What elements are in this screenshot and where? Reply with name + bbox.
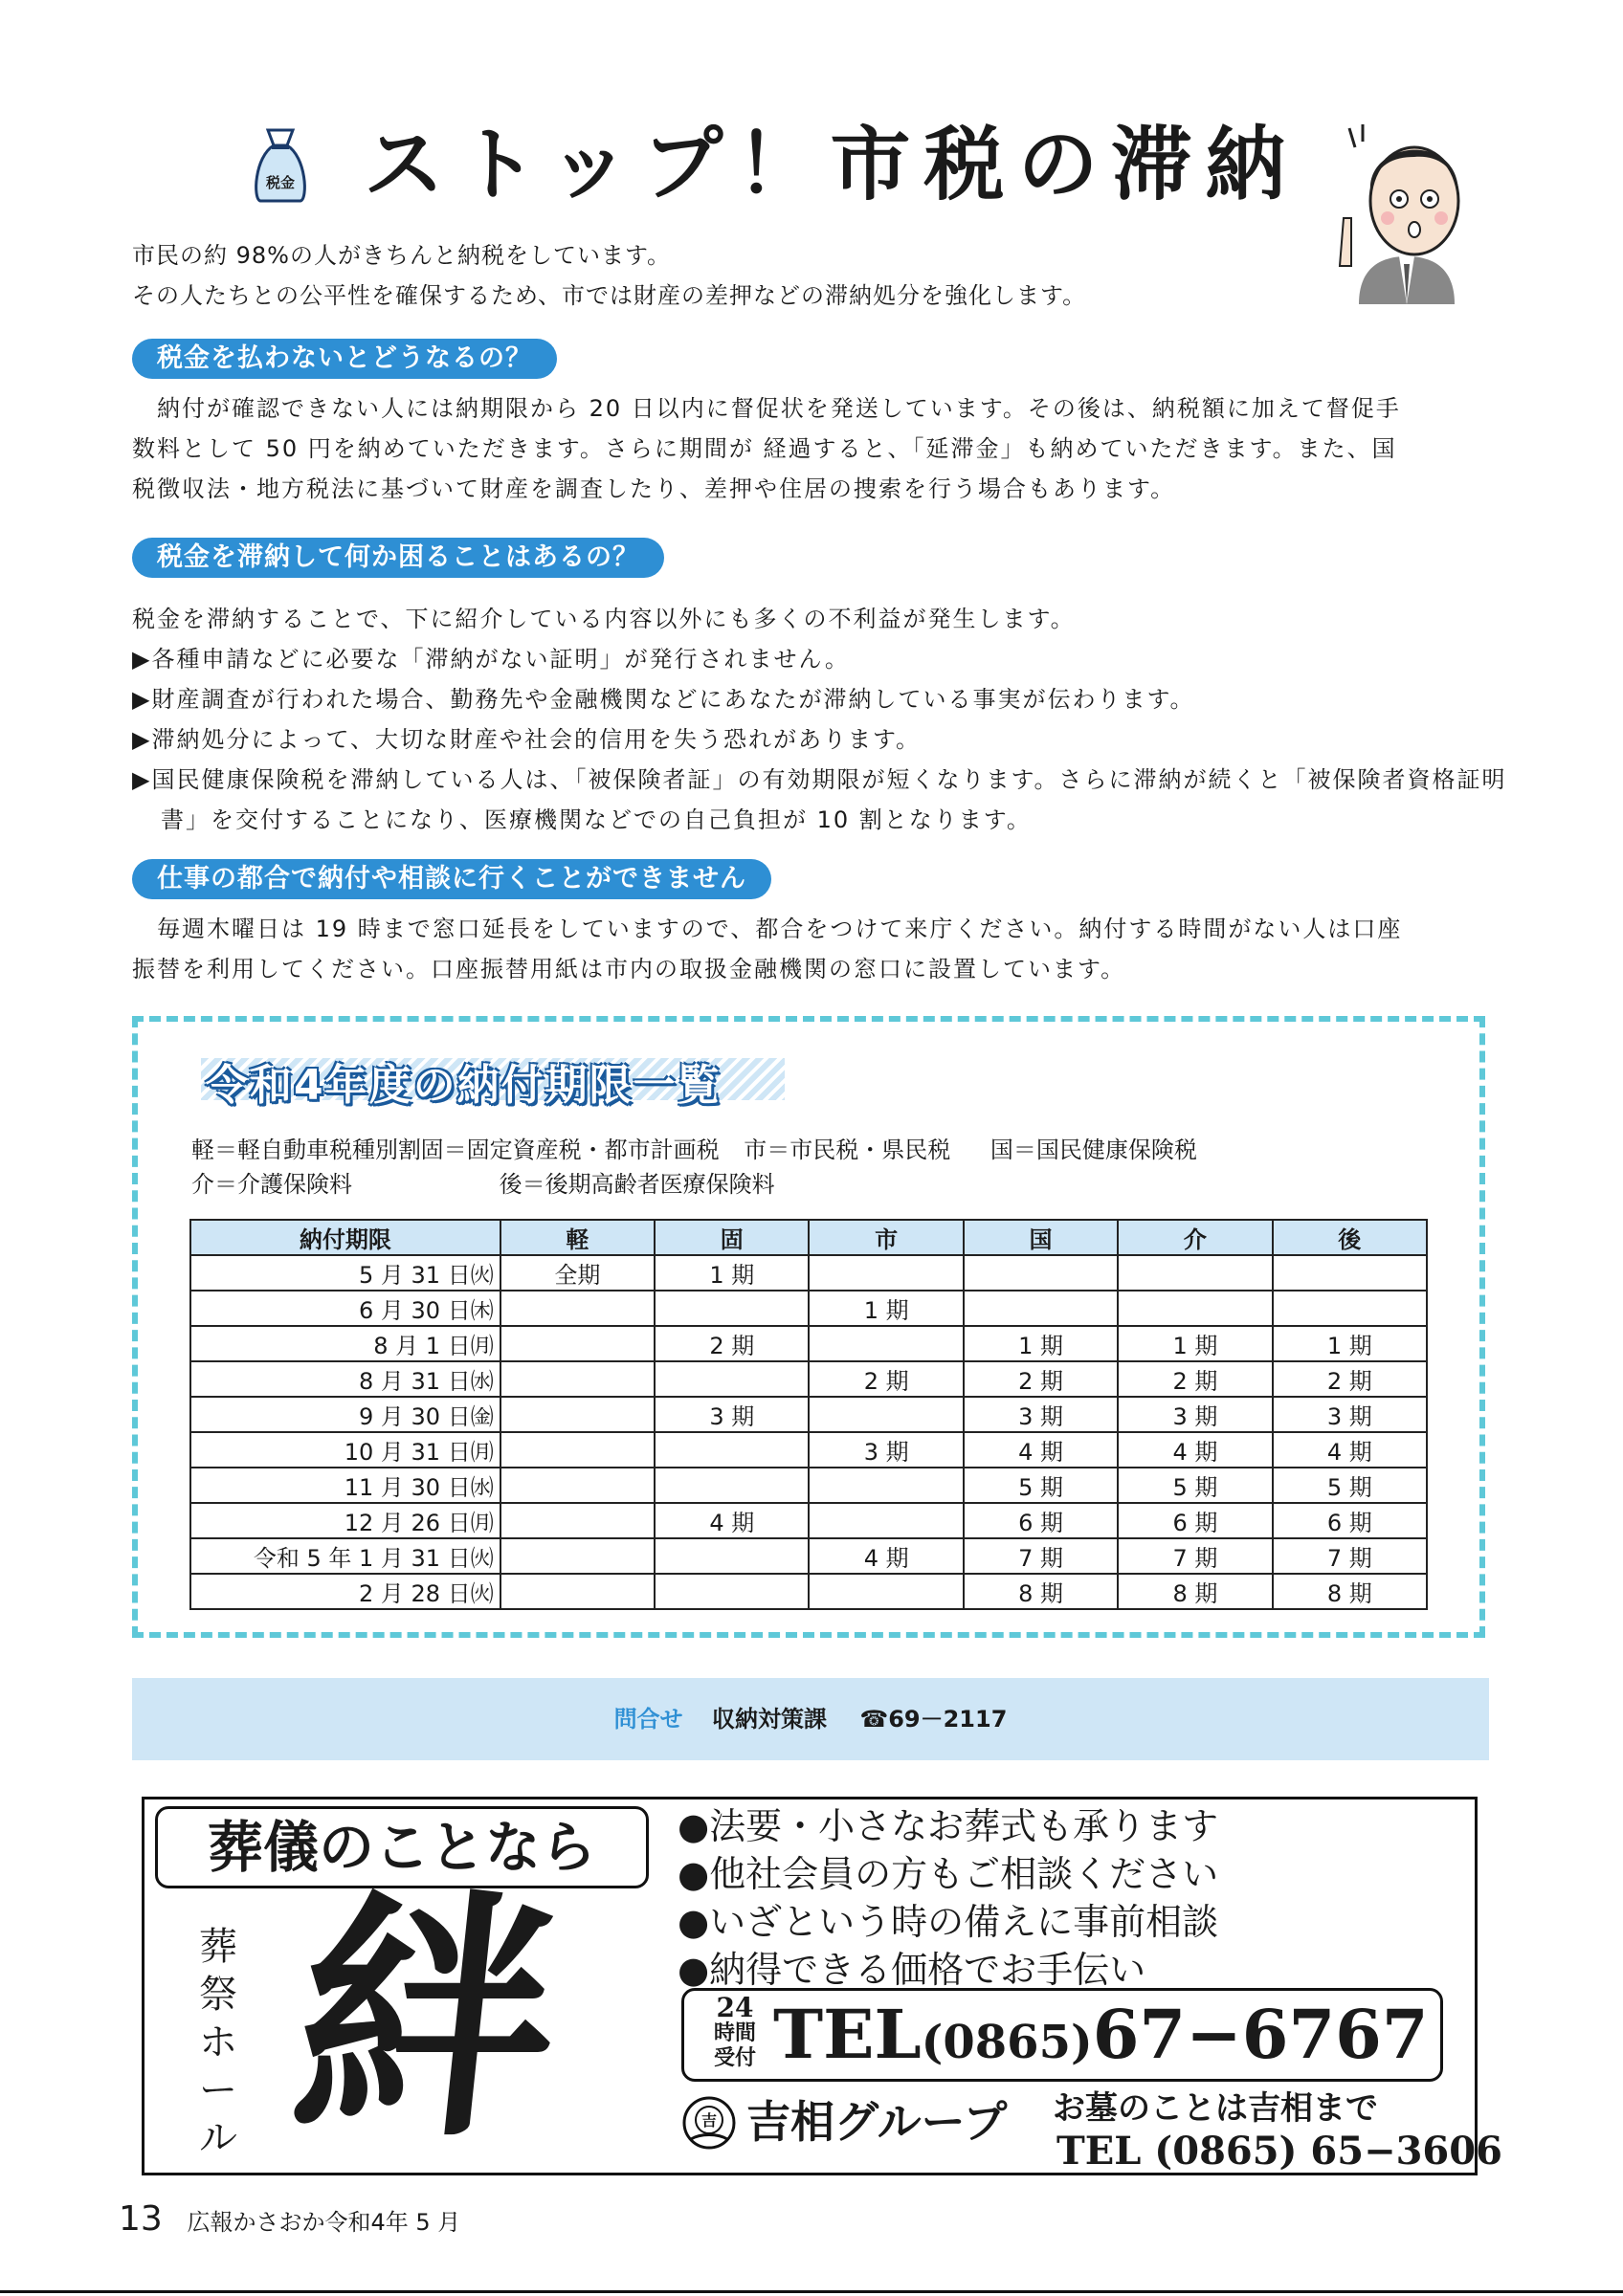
period-cell: 6 期 (1118, 1503, 1272, 1538)
period-cell (1118, 1255, 1272, 1291)
period-cell (809, 1574, 963, 1609)
period-cell: 7 期 (1118, 1538, 1272, 1574)
schedule-legend (191, 1133, 1197, 1202)
table-header-row (190, 1220, 1427, 1255)
deadline-cell: 11 月 30 日㈬ (190, 1468, 500, 1503)
period-cell: 3 期 (1273, 1397, 1427, 1432)
ad-tel-number: TEL(0865)67−6767 (773, 1995, 1429, 2074)
period-cell: 4 期 (655, 1503, 809, 1538)
period-cell: 4 期 (1273, 1432, 1427, 1468)
period-cell: 5 期 (964, 1468, 1118, 1503)
list-item: ▶国民健康保険税を滞納している人は、「被保険者証」の有効期限が短くなります。さらに滞納が続くと「被保険者資格証明書」を交付することになり、医療機関などでの自己負担が 10 割となります。 (132, 766, 1507, 833)
col-header-go: 後 (1273, 1220, 1427, 1255)
ad-group-name: 吉相グループ (746, 2096, 1008, 2148)
period-cell: 7 期 (964, 1538, 1118, 1574)
period-cell: 8 期 (1273, 1574, 1427, 1609)
table-row (190, 1503, 1427, 1538)
legend-koku: 国＝国民健康保険税 (989, 1137, 1197, 1163)
deadline-cell: 5 月 31 日㈫ (190, 1255, 500, 1291)
table-row (190, 1574, 1427, 1609)
period-cell (1118, 1291, 1272, 1326)
ad-grave-text: お墓のことは吉相まで (1053, 2089, 1378, 2128)
period-cell: 8 期 (1118, 1574, 1272, 1609)
period-cell: 6 期 (1273, 1503, 1427, 1538)
list-item: ▶各種申請などに必要な「滞納がない証明」が発行されません。 (132, 646, 850, 673)
col-header-ko: 固 (655, 1220, 809, 1255)
section-heading-unpaid: 税金を払わないとどうなるの？ (132, 339, 557, 379)
period-cell (655, 1468, 809, 1503)
ad-24hour-badge: 24 時間 受付 (713, 1992, 756, 2070)
publication-name: 広報かさおか令和4年 5 月 (187, 2209, 461, 2236)
ad-big-character: 絆 (280, 1866, 571, 2171)
period-cell (809, 1397, 963, 1432)
period-cell: 全期 (500, 1255, 655, 1291)
period-cell: 1 期 (1118, 1326, 1272, 1361)
ad-points (678, 1802, 1218, 1994)
footer (119, 2200, 460, 2241)
col-header-kei: 軽 (500, 1220, 655, 1255)
period-cell: 5 期 (1118, 1468, 1272, 1503)
period-cell (500, 1291, 655, 1326)
period-cell: 4 期 (964, 1432, 1118, 1468)
legend-go: 後＝後期高齢者医療保険料 (499, 1171, 775, 1198)
section-heading-consequences: 税金を滞納して何か困ることはあるの？ (132, 538, 664, 578)
table-row (190, 1432, 1427, 1468)
payment-schedule-table (189, 1219, 1428, 1610)
money-bag-icon (251, 124, 310, 205)
table-row (190, 1326, 1427, 1361)
period-cell (500, 1538, 655, 1574)
svg-text:吉: 吉 (700, 2111, 718, 2130)
table-row (190, 1538, 1427, 1574)
period-cell (500, 1326, 655, 1361)
contact-bar (132, 1678, 1489, 1760)
table-row (190, 1397, 1427, 1432)
period-cell (809, 1468, 963, 1503)
period-cell (500, 1468, 655, 1503)
period-cell: 7 期 (1273, 1538, 1427, 1574)
deadline-cell: 12 月 26 日㈪ (190, 1503, 500, 1538)
ad-headline: 葬儀のことなら (155, 1806, 649, 1888)
period-cell (500, 1397, 655, 1432)
deadline-cell: 9 月 30 日㈮ (190, 1397, 500, 1432)
period-cell (809, 1326, 963, 1361)
section-body-consequences: 税金を滞納することで、下に紹介している内容以外にも多くの不利益が発生します。 ▶各種申請などに必要な「滞納がない証明」が発行されません。 ▶財産調査が行われた場合、勤務先や金融機関などにあなたが滞納している事実が伝わります。 ▶滞納処分によって、大切な財産や社会的信用を失う恐れがあります。 ▶国民健康保険税を滞納している人は、「被保険者証」の有効期限が短くなります。さらに滞納が続くと「被保険者資格証明書」を交付することになり、医療機関などでの自己負担が 10 割となります。 (132, 599, 1489, 840)
period-cell (500, 1361, 655, 1397)
period-cell (809, 1503, 963, 1538)
period-cell: 2 期 (964, 1361, 1118, 1397)
col-header-shi: 市 (809, 1220, 963, 1255)
list-item: ▶財産調査が行われた場合、勤務先や金融機関などにあなたが滞納している事実が伝わります。 (132, 686, 1195, 713)
list-item: ●他社会員の方もご相談ください (678, 1853, 1219, 1895)
period-cell: 3 期 (1118, 1397, 1272, 1432)
period-cell: 2 期 (809, 1361, 963, 1397)
period-cell: 2 期 (1118, 1361, 1272, 1397)
ad-grave-tel: TEL (0865) 65−3606 (1056, 2129, 1502, 2174)
deadline-cell: 2 月 28 日㈫ (190, 1574, 500, 1609)
legend-kai: 介＝介護保険料 (191, 1171, 352, 1198)
man-pointing-icon (1330, 122, 1483, 304)
legend-kei: 軽＝軽自動車税種別割 (191, 1137, 421, 1163)
legend-ko: 固＝固定資産税・都市計画税 (420, 1137, 720, 1163)
section-body-unpaid: 納付が確認できない人には納期限から 20 日以内に督促状を発送しています。その後は、納税額に加えて督促手 数料として 50 円を納めていただきます。さらに期間が 経過すると、「延滞金」も納めていただきます。また、国 税徴収法・地方税法に基づいて財産を調査したり、差押や住居の捜索を行う場合もあります。 (132, 395, 1401, 502)
list-item: ▶滞納処分によって、大切な財産や社会的信用を失う恐れがあります。 (132, 726, 922, 753)
period-cell: 4 期 (809, 1538, 963, 1574)
col-header-koku: 国 (964, 1220, 1118, 1255)
table-row (190, 1255, 1427, 1291)
period-cell (964, 1291, 1118, 1326)
period-cell: 1 期 (964, 1326, 1118, 1361)
page-title: ストップ！市税の滞納 (364, 118, 1300, 211)
period-cell: 8 期 (964, 1574, 1118, 1609)
period-cell: 1 期 (655, 1255, 809, 1291)
period-cell: 3 期 (809, 1432, 963, 1468)
bottom-rule (0, 2290, 1623, 2293)
list-item: ●法要・小さなお葬式も承ります (678, 1805, 1219, 1847)
period-cell: 2 期 (655, 1326, 809, 1361)
contact-department: 収納対策課 (711, 1706, 827, 1733)
period-cell: 6 期 (964, 1503, 1118, 1538)
period-cell (655, 1574, 809, 1609)
list-item: ●納得できる価格でお手伝い (678, 1949, 1146, 1991)
list-item: ●いざという時の備えに事前相談 (678, 1901, 1219, 1943)
period-cell: 1 期 (809, 1291, 963, 1326)
period-cell: 2 期 (1273, 1361, 1427, 1397)
page-number: 13 (119, 2199, 163, 2239)
period-cell (500, 1574, 655, 1609)
period-cell (655, 1291, 809, 1326)
section-heading-consultation: 仕事の都合で納付や相談に行くことができません (132, 859, 771, 899)
col-header-kai: 介 (1118, 1220, 1272, 1255)
period-cell (500, 1432, 655, 1468)
legend-shi: 市＝市民税・県民税 (744, 1137, 951, 1163)
contact-phone: ☎69－2117 (859, 1706, 1008, 1733)
period-cell (655, 1538, 809, 1574)
period-cell (500, 1503, 655, 1538)
section-body-consultation: 毎週木曜日は 19 時まで窓口延長をしていますので、都合をつけて来庁ください。納付する時間がない人は口座 振替を利用してください。口座振替用紙は市内の取扱金融機関の窓口に設置しています。 (132, 916, 1403, 982)
period-cell (655, 1432, 809, 1468)
deadline-cell: 6 月 30 日㈭ (190, 1291, 500, 1326)
period-cell: 1 期 (1273, 1326, 1427, 1361)
col-header-deadline: 納付期限 (190, 1220, 500, 1255)
period-cell: 3 期 (655, 1397, 809, 1432)
period-cell (964, 1255, 1118, 1291)
period-cell (655, 1361, 809, 1397)
table-row (190, 1468, 1427, 1503)
period-cell (1273, 1255, 1427, 1291)
contact-label: 問合せ (613, 1706, 683, 1733)
kissou-logo-icon (681, 2095, 737, 2151)
money-bag-label: 税金 (265, 174, 296, 191)
intro-text: 市民の約 98%の人がきちんと納税をしています。 その人たちとの公平性を確保するため、市では財産の差押などの滞納処分を強化します。 (132, 242, 1087, 309)
period-cell: 3 期 (964, 1397, 1118, 1432)
period-cell (809, 1255, 963, 1291)
period-cell (1273, 1291, 1427, 1326)
table-row (190, 1291, 1427, 1326)
period-cell: 5 期 (1273, 1468, 1427, 1503)
period-cell: 4 期 (1118, 1432, 1272, 1468)
table-row (190, 1361, 1427, 1397)
deadline-cell: 10 月 31 日㈪ (190, 1432, 500, 1468)
deadline-cell: 令和 5 年 1 月 31 日㈫ (190, 1538, 500, 1574)
schedule-title: 令和4年度の納付期限一覧 (206, 1061, 722, 1110)
deadline-cell: 8 月 31 日㈬ (190, 1361, 500, 1397)
ad-vertical-name: 葬 祭 ホ ー ル (199, 1925, 237, 2160)
deadline-cell: 8 月 1 日㈪ (190, 1326, 500, 1361)
